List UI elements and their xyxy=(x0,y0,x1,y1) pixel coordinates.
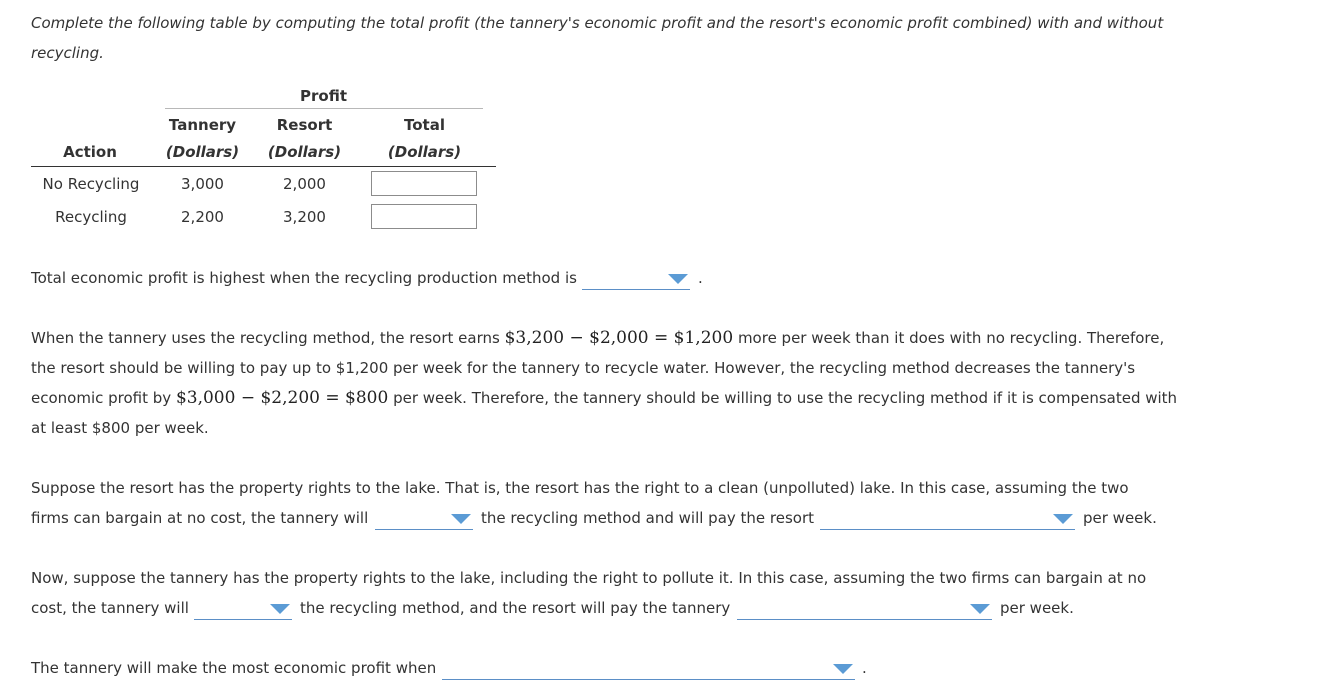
chevron-down-icon xyxy=(833,664,853,674)
row-no-recycling-tannery: 3,000 xyxy=(181,175,224,193)
q1-period: . xyxy=(698,269,703,287)
col-header-total: Total xyxy=(404,116,445,134)
header-rule xyxy=(31,166,496,167)
q2-line-1: Suppose the resort has the property rights to the lake. That is, the resort has the right to a clean (unpolluted) lake. In this case, assuming the two xyxy=(31,479,1129,497)
chevron-down-icon xyxy=(668,274,688,284)
explanation-line-4: at least $800 per week. xyxy=(31,419,209,437)
q4-text: The tannery will make the most economic profit when xyxy=(31,659,437,677)
q2-line-2c: per week. xyxy=(1083,509,1157,527)
col-header-resort: Resort xyxy=(276,116,333,134)
explanation-line-1 xyxy=(31,328,1164,348)
profit-group-header: Profit xyxy=(300,87,347,105)
q2-line-2a: firms can bargain at no cost, the tannery will xyxy=(31,509,369,527)
q3-line-2c: per week. xyxy=(1000,599,1074,617)
q3-line-2b: the recycling method, and the resort will pay the tannery xyxy=(300,599,731,617)
row-recycling-tannery: 2,200 xyxy=(181,208,224,226)
row-recycling-action: Recycling xyxy=(55,208,127,226)
chevron-down-icon xyxy=(1053,514,1073,524)
chevron-down-icon xyxy=(270,604,290,614)
row-no-recycling-action: No Recycling xyxy=(42,175,140,193)
explanation-l3-math: $3,000 − $2,200 = $800 xyxy=(175,388,389,408)
chevron-down-icon xyxy=(970,604,990,614)
unit-tannery: (Dollars) xyxy=(165,143,240,161)
col-header-action: Action xyxy=(63,143,117,161)
instructions-line-1: Complete the following table by computing the total profit (the tannery's economic profit and the resort's economic profit combined) with and without xyxy=(31,14,1164,32)
explanation-line-3 xyxy=(31,388,1177,408)
explanation-l1-end: more per week than it does with no recycling. Therefore, xyxy=(737,329,1165,347)
q2-amount-dropdown[interactable] xyxy=(820,509,1075,530)
total-no-recycling-input[interactable] xyxy=(371,171,477,196)
q3-line-2a: cost, the tannery will xyxy=(31,599,189,617)
q3-action-dropdown[interactable] xyxy=(194,599,292,620)
row-no-recycling-resort: 2,000 xyxy=(283,175,326,193)
q2-line-2b: the recycling method and will pay the resort xyxy=(481,509,815,527)
explanation-l1-start: When the tannery uses the recycling method, the resort earns xyxy=(31,329,500,347)
q3-line-1: Now, suppose the tannery has the property rights to the lake, including the right to pollute it. In this case, assuming the two firms can bargain at no xyxy=(31,569,1147,587)
explanation-line-2: the resort should be willing to pay up to $1,200 per week for the tannery to recycle water. However, the recycling method decreases the tannery's xyxy=(31,359,1136,377)
chevron-down-icon xyxy=(451,514,471,524)
total-recycling-input[interactable] xyxy=(371,204,477,229)
q1-dropdown[interactable] xyxy=(582,269,690,290)
q4-dropdown[interactable] xyxy=(442,659,855,680)
row-recycling-resort: 3,200 xyxy=(283,208,326,226)
instructions-line-2: recycling. xyxy=(31,44,104,62)
q1-text: Total economic profit is highest when the recycling production method is xyxy=(31,269,577,287)
unit-total: (Dollars) xyxy=(387,143,462,161)
group-header-rule xyxy=(165,108,483,109)
explanation-l1-math: $3,200 − $2,000 = $1,200 xyxy=(504,328,734,348)
explanation-l3-end: per week. Therefore, the tannery should be willing to use the recycling method if it is compensated with xyxy=(393,389,1178,407)
explanation-l3-start: economic profit by xyxy=(31,389,172,407)
q4-period: . xyxy=(862,659,867,677)
unit-resort: (Dollars) xyxy=(267,143,342,161)
q3-amount-dropdown[interactable] xyxy=(737,599,992,620)
q2-action-dropdown[interactable] xyxy=(375,509,473,530)
col-header-tannery: Tannery xyxy=(168,116,237,134)
